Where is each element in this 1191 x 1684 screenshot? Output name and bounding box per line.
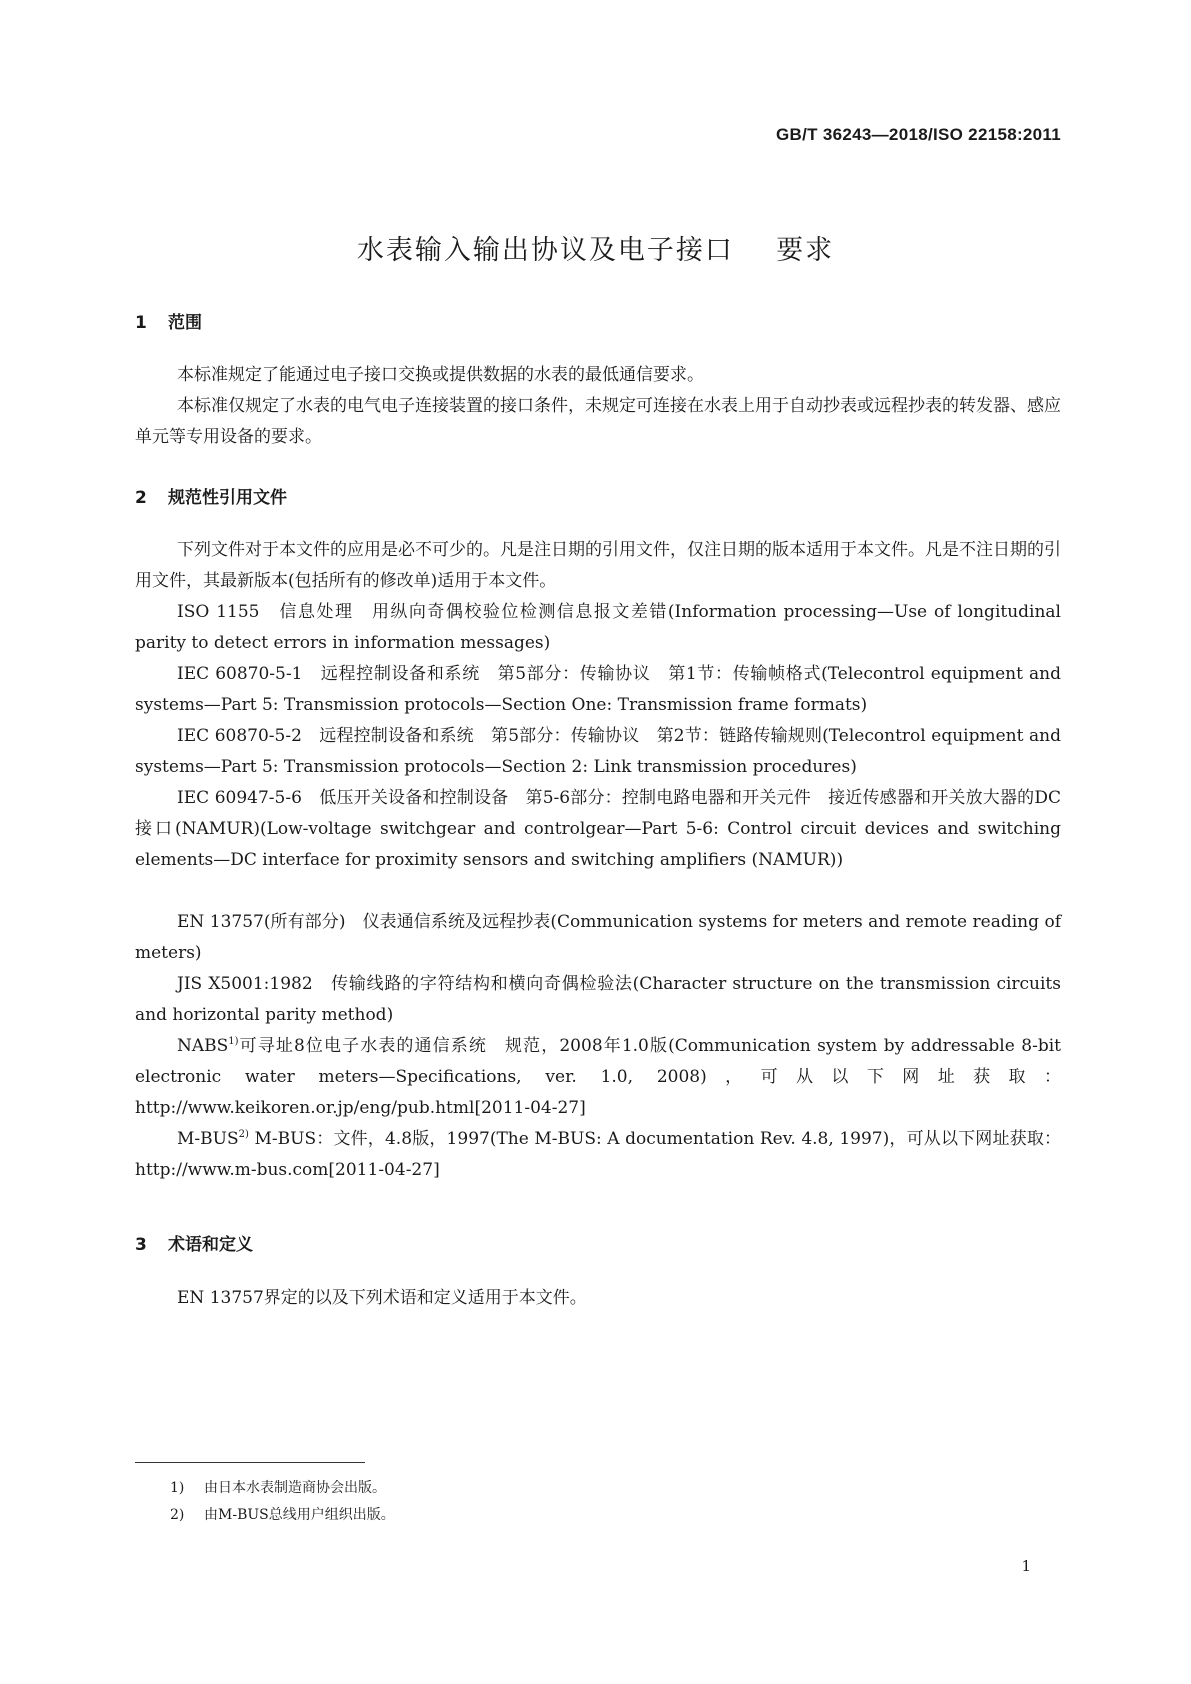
reference-code: M-BUS (177, 1129, 239, 1149)
reference-iec-60870-5-2: IEC 60870-5-2 远程控制设备和系统 第5部分：传输协议 第2节：链路传输规则(Telecontrol equipment and systems—Part 5: Transmission protocols—Section 2: Link transmission procedures) (135, 726, 1061, 777)
footnote-2 (170, 1502, 395, 1528)
footnote-mark: 1) (170, 1480, 185, 1496)
reference-iso-1155: ISO 1155 信息处理 用纵向奇偶校验位检测信息报文差错(Information processing—Use of longitudinal parity to detect errors in information messages) (135, 602, 1061, 653)
reference-text: 可寻址8位电子水表的通信系统 规范，2008年1.0版(Communication system by addressable 8-bit electronic water meters—Specifications, ver. 1.0, 2008)，可从以下网址获取：http://www.keikoren.or.jp/eng/pub.html[2011-04-27] (135, 1036, 1061, 1118)
reference-en-13757: EN 13757(所有部分) 仪表通信系统及远程抄表(Communication systems for meters and remote reading of meters) (135, 912, 1061, 963)
section-2-heading (135, 483, 287, 508)
reference-jis-x5001: JIS X5001:1982 传输线路的字符结构和横向奇偶检验法(Character structure on the transmission circuits and horizontal parity method) (135, 974, 1061, 1025)
section-title: 规范性引用文件 (168, 488, 287, 508)
scope-paragraph-1: 本标准规定了能通过电子接口交换或提供数据的水表的最低通信要求。 (177, 365, 704, 385)
section-3-heading (135, 1230, 253, 1255)
section-number: 2 (135, 488, 147, 508)
reference-text: M-BUS：文件，4.8版，1997(The M-BUS: A documentation Rev. 4.8, 1997)，可从以下网址获取：http://www.m-bus.com[2011-04-27] (135, 1129, 1062, 1180)
section-1-heading (135, 308, 202, 333)
document-title: 水表输入输出协议及电子接口 要求 (356, 235, 835, 266)
footnote-text: 由日本水表制造商协会出版。 (204, 1480, 386, 1496)
terms-paragraph: EN 13757界定的以及下列术语和定义适用于本文件。 (177, 1288, 587, 1308)
footnote-text: 由M-BUS总线用户组织出版。 (204, 1507, 395, 1523)
footnote-mark: 2) (238, 1129, 249, 1140)
section-number: 3 (135, 1235, 147, 1255)
standard-code: GB/T 36243—2018/ISO 22158:2011 (776, 125, 1061, 144)
references-intro: 下列文件对于本文件的应用是必不可少的。凡是注日期的引用文件，仅注日期的版本适用于本文件。凡是不注日期的引用文件，其最新版本(包括所有的修改单)适用于本文件。 (135, 540, 1061, 591)
footnote-1 (170, 1475, 386, 1501)
reference-code: NABS (177, 1036, 229, 1056)
page-number: 1 (1021, 1557, 1031, 1575)
scope-paragraph-2: 本标准仅规定了水表的电气电子连接装置的接口条件，未规定可连接在水表上用于自动抄表或远程抄表的转发器、感应单元等专用设备的要求。 (135, 396, 1061, 447)
footnote-mark: 1) (228, 1036, 239, 1047)
reference-iec-60870-5-1: IEC 60870-5-1 远程控制设备和系统 第5部分：传输协议 第1节：传输帧格式(Telecontrol equipment and systems—Part 5: Transmission protocols—Section One: Transmission frame formats) (135, 664, 1061, 715)
section-title: 范围 (168, 313, 202, 333)
reference-iec-60947-5-6: IEC 60947-5-6 低压开关设备和控制设备 第5-6部分：控制电路电器和开关元件 接近传感器和开关放大器的DC接口(NAMUR)(Low-voltage switchgear and controlgear—Part 5-6: Control circuit devices and switching elements—DC interface for proximity sensors and switching amplifiers (NAMUR)) (135, 788, 1061, 870)
footnote-mark: 2) (170, 1507, 185, 1523)
reference-nabs (135, 1031, 1061, 1124)
footnote-divider (135, 1462, 365, 1463)
section-title: 术语和定义 (168, 1235, 253, 1255)
reference-m-bus (135, 1124, 1061, 1186)
section-number: 1 (135, 313, 147, 333)
